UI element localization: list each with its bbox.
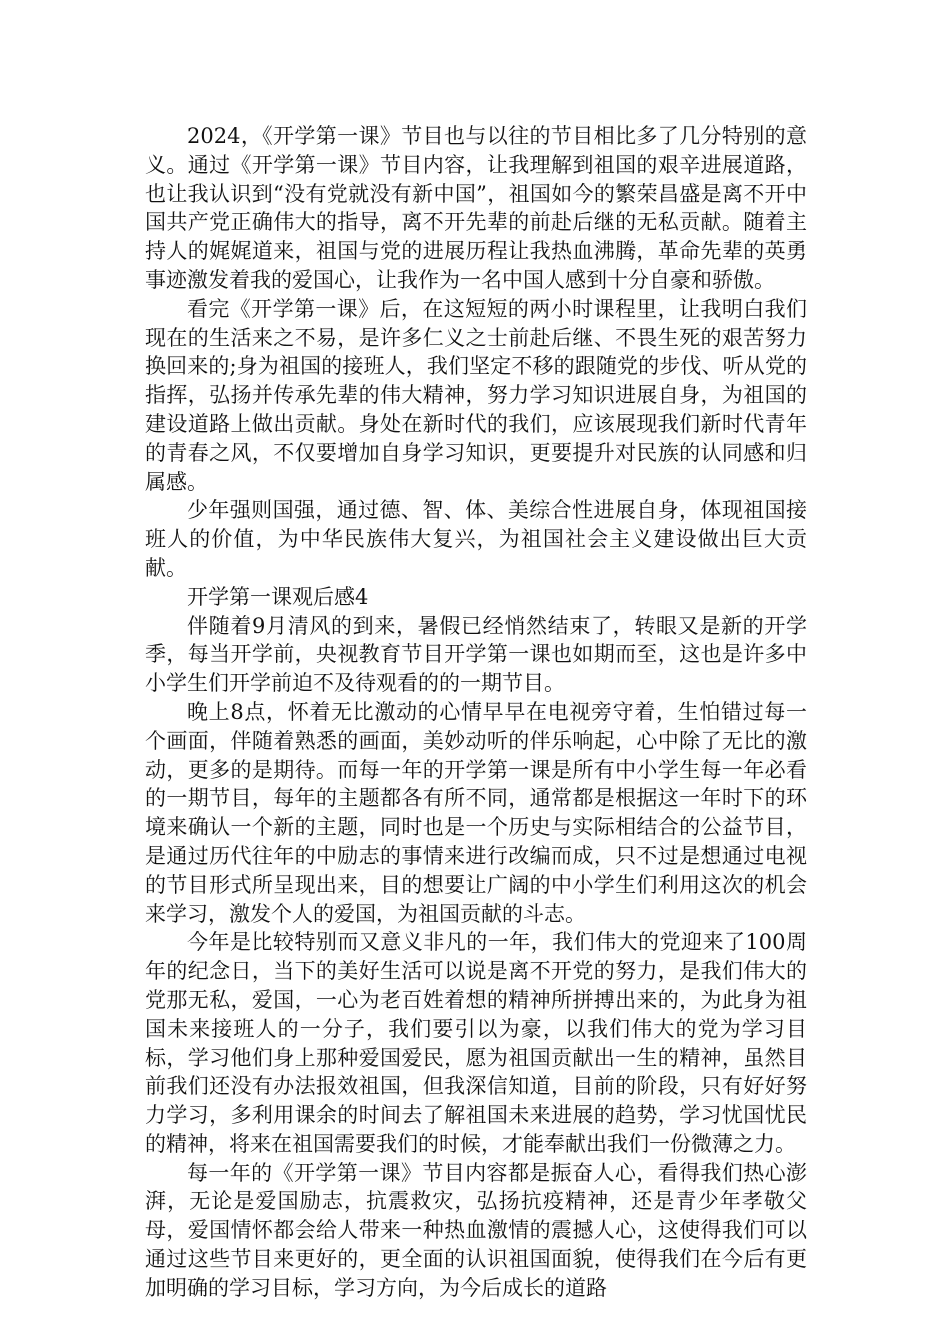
section-heading: 开学第一课观后感4	[187, 584, 369, 609]
paragraph-5: 晚上8点，怀着无比激动的心情早早在电视旁守着，生怕错过每一个画面，伴随着熟悉的画面，美妙动听的伴乐响起，心中除了无比的激动，更多的是期待。而每一年的开学第一课是所有中小学生每一年必看的一期节目，每年的主题都各有所不同，通常都是根据这一年时下的环境来确认一个新的主题，同时也是一个历史与实际相结合的公益节目，是通过历代往年的中励志的事情来进行改编而成，只不过是想通过电视的节目形式所呈现出来，目的想要让广阔的中小学生们利用这次的机会来学习，激发个人的爱国，为祖国贡献的斗志。	[145, 699, 807, 926]
paragraph-1: 2024，《开学第一课》节目也与以往的节目相比多了几分特别的意义。通过《开学第一课》节目内容，让我理解到祖国的艰辛进展道路，也让我认识到“没有党就没有新中国”，祖国如今的繁荣昌盛是离不开中国共产党正确伟大的指导，离不开先辈的前赴后继的无私贡献。随着主持人的娓娓道来，祖国与党的进展历程让我热血沸腾，革命先辈的英勇事迹激发着我的爱国心，让我作为一名中国人感到十分自豪和骄傲。	[145, 124, 807, 292]
paragraph-2: 看完《开学第一课》后，在这短短的两小时课程里，让我明白我们现在的生活来之不易，是许多仁义之士前赴后继、不畏生死的艰苦努力换回来的;身为祖国的接班人，我们坚定不移的跟随党的步伐、听从党的指挥，弘扬并传承先辈的伟大精神，努力学习知识进展自身，为祖国的建设道路上做出贡献。身处在新时代的我们，应该展现我们新时代青年的青春之风，不仅要增加自身学习知识，更要提升对民族的认同感和归属感。	[145, 296, 807, 494]
paragraph-7: 每一年的《开学第一课》节目内容都是振奋人心，看得我们热心澎湃，无论是爱国励志，抗震救灾，弘扬抗疫精神，还是青少年孝敬父母，爱国情怀都会给人带来一种热血激情的震撼人心，这使得我们可以通过这些节目来更好的，更全面的认识祖国面貌，使得我们在今后有更加明确的学习目标，学习方向，为今后成长的道路	[145, 1160, 807, 1300]
paragraph-4: 伴随着9月清风的到来，暑假已经悄然结束了，转眼又是新的开学季，每当开学前，央视教育节目开学第一课也如期而至，这也是许多中小学生们开学前迫不及待观看的的一期节目。	[145, 613, 807, 696]
paragraph-6: 今年是比较特别而又意义非凡的一年，我们伟大的党迎来了100周年的纪念日，当下的美好生活可以说是离不开党的努力，是我们伟大的党那无私，爱国，一心为老百姓着想的精神所拼搏出来的，为此身为祖国未来接班人的一分子，我们要引以为豪，以我们伟大的党为学习目标，学习他们身上那种爱国爱民，愿为祖国贡献出一生的精神，虽然目前我们还没有办法报效祖国，但我深信知道，目前的阶段，只有好好努力学习，多利用课余的时间去了解祖国未来进展的趋势，学习忧国忧民的精神，将来在祖国需要我们的时候，才能奉献出我们一份微薄之力。	[145, 930, 807, 1156]
document-body	[145, 122, 807, 1303]
paragraph-3: 少年强则国强，通过德、智、体、美综合性进展自身，体现祖国接班人的价值，为中华民族伟大复兴，为祖国社会主义建设做出巨大贡献。	[145, 498, 807, 580]
